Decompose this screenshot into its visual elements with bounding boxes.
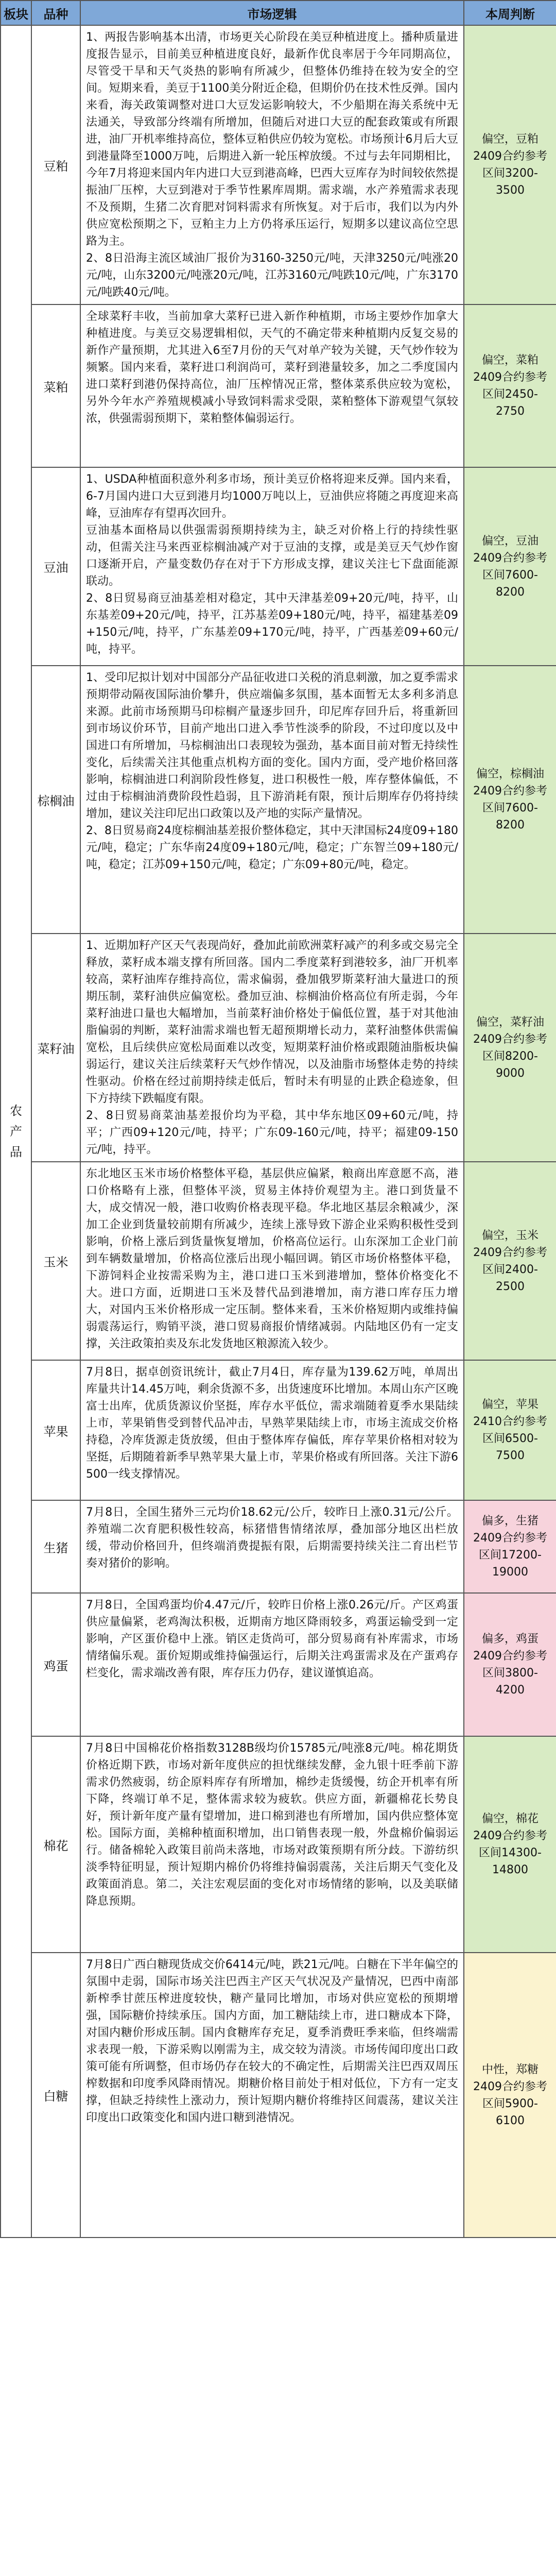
product-cell: 菜籽油 xyxy=(31,934,80,1162)
logic-paragraph: 2、8日贸易商豆油基差相对稳定，其中天津基差09+20元/吨，持平，山东基差09+20元/吨，持平，江苏基差09+180元/吨，持平，福建基差09+150元/吨，持平，广东基差09+170元/吨，持平，广西基差09+60元/吨，持平。 xyxy=(86,592,458,656)
table-row xyxy=(1,1360,556,1500)
logic-paragraph: 2、8日贸易商24度棕榈油基差报价整体稳定，其中天津国标24度09+180元/吨，稳定；广东华南24度09+180元/吨，稳定；广东智兰09+180元/吨，稳定；江苏09+150元/吨，稳定；广东09+80元/吨，稳定。 xyxy=(86,824,458,871)
table-row xyxy=(1,25,556,304)
logic-cell xyxy=(80,467,464,666)
logic-paragraph: 1、受印尼拟计划对中国部分产品征收进口关税的消息刺激，加之夏季需求预期带动隔夜国际油价攀升，供应端偏多氛围，基本面暂无太多利多消息来源。此前市场预期马印棕榈产量逐步回升，印尼库存回升后，将重新回到市场议价环节，目前产地出口进入季节性淡季的阶段，不过印度以及中国进口有所增加，马棕榈油出口表现较为强劲，基本面目前对暂无持续性变化，后续需关注其他重点机构方面的变化。国内方面，受产地价格回落影响，棕榈油进口利润阶段性修复，进口积极性一般，库存整体偏低，不过由于棕榈油消费阶段性趋弱，且下游消耗有限，预计后期库存仍将持续增加，建议关注印尼出口政策以及产地的实际产量情况。 xyxy=(86,671,458,820)
product-cell: 豆粕 xyxy=(31,25,80,304)
logic-cell xyxy=(80,1953,464,2238)
table-row xyxy=(1,1736,556,1953)
logic-paragraph: 7月8日中国棉花价格指数3128B级均价15785元/吨涨8元/吨。棉花期货价格近期下跌，市场对新年度供应的担忧继续发酵，金九银十旺季前下游需求仍然疲弱，纺企原料库存有所增加，棉纱走货缓慢，纺企开机率有所下降，终端订单不足，整体需求较为疲软。供应方面，新疆棉花长势良好，预计新年度产量有望增加，进口棉到港也有所增加，国内供应整体宽松。国际方面，美棉种植面积增加，出口销售表现一般，外盘棉价偏弱运行。储备棉轮入政策目前尚未落地，市场对政策预期有所分歧。下游纺织淡季特征明显，预计短期内棉价仍将维持偏弱震荡，关注后期天气变化及政策面消息。第二，关注宏观层面的变化对市场情绪的影响，以及美联储降息预期。 xyxy=(86,1742,458,1908)
logic-paragraph: 7月8日，全国生猪外三元均价18.62元/公斤，较昨日上涨0.31元/公斤。养殖端二次育肥积极性较高，标猪惜售情绪浓厚，叠加部分地区出栏放缓，带动价格回升，但终端消费提振有限，后期需要持续关注二育出栏节奏对猪价的影响。 xyxy=(86,1506,458,1570)
product-cell: 鸡蛋 xyxy=(31,1593,80,1736)
table-row xyxy=(1,666,556,934)
judge-cell: 偏空，棉花2409合约参考区间14300-14800 xyxy=(464,1736,556,1953)
judge-cell: 偏空，菜粕2409合约参考区间2450-2750 xyxy=(464,304,556,467)
judge-cell: 偏空，菜籽油2409合约参考区间8200-9000 xyxy=(464,934,556,1162)
judge-cell: 偏空，豆油2409合约参考区间7600-8200 xyxy=(464,467,556,666)
logic-paragraph: 豆油基本面格局以供强需弱预期持续为主，缺乏对价格上行的持续性驱动，但需关注马来西亚棕榈油减产对于豆油的支撑，或是美豆天气炒作窗口逐渐开启，产量变数仍存在对于下方形成支撑，建议关注七下盘面能源联动。 xyxy=(86,524,458,588)
logic-cell xyxy=(80,1162,464,1360)
product-cell: 豆油 xyxy=(31,467,80,666)
header-sector: 板块 xyxy=(1,1,31,25)
header-product: 品种 xyxy=(31,1,80,25)
logic-cell xyxy=(80,1500,464,1593)
table-header-row xyxy=(1,1,556,25)
judge-cell: 偏空，棕榈油2409合约参考区间7600-8200 xyxy=(464,666,556,934)
logic-paragraph: 全球菜籽丰收，当前加拿大菜籽已进入新作种植期，市场主要炒作加拿大种植进度。与美豆交易逻辑相似，天气的不确定带来种植期内反复交易的新作产量预期，尤其进入6至7月份的天气对单产较为关键，天气炒作较为频繁。国内来看，菜籽进口利润尚可，菜籽到港量较多，加之二季度国内进口菜籽到港仍保持高位，油厂压榨情况正常，整体菜系供应较为宽松，另外今年水产养殖规模减小导致饲料需求受限，菜粕整体下游观望气氛较浓，供强需弱预期下，菜粕整体偏弱运行。 xyxy=(86,310,458,425)
table-row xyxy=(1,1593,556,1736)
logic-paragraph: 1、两报告影响基本出清，市场更关心阶段在美豆种植进度上。播种质量进度报告显示，目前美豆种植进度良好，最新作优良率居于今年同期高位，尽管受干旱和天气炎热的影响有所减少，但整体仍维持在较为安全的空间。短期来看，美豆于1100美分附近企稳，但期价仍在技术性反弹。国内来看，海关政策调整对进口大豆发运影响较大，不少船期在海关系统中无法通关，导致部分终端有所增加，但随后对进口大豆的配套政策或有所跟进，油厂开机率维持高位，整体豆粕供应仍较为宽松。市场预计6月后大豆到港量降至1000万吨，后期进入新一轮压榨放缓。不过与去年同期相比，今年7月将迎来国内年内进口大豆到港高峰，巴西大豆库存为时间较依然提振油厂压榨，大豆到港对于季节性累库周期。需求端，水产养殖需求表现不及预期，生猪二次育肥对饲料需求有所恢复。对于后市，我们以为内外供应宽松预期之下，豆粕主力上方仍将承压运行，短期多以建议高位空思路为主。 xyxy=(86,31,458,248)
table-row xyxy=(1,1953,556,2238)
product-cell: 白糖 xyxy=(31,1953,80,2238)
table-row xyxy=(1,934,556,1162)
logic-paragraph: 1、近期加籽产区天气表现尚好，叠加此前欧洲菜籽减产的利多或交易完全释放，菜籽成本端支撑有所回落。国内二季度菜籽到港较多，油厂开机率较高，菜籽油库存维持高位，需求偏弱，叠加俄罗斯菜籽油大量进口的预期压制，菜籽油供应偏宽松。叠加豆油、棕榈油价格高位有所走弱，今年菜籽油进口量也大幅增加，当前菜籽油价格处于偏低位置，基于对其他油脂偏弱的判断，菜籽油需求端也暂无超预期增长动力，菜籽油整体供需偏宽松，且后续供应宽松局面难以改变，短期菜籽油价格或跟随油脂板块偏弱运行，建议关注后续菜籽天气炒作情况，以及油脂市场整体走势的持续性驱动。价格在经过前期持续走低后，暂时未有明显的止跌企稳迹象，但下方持续下跌幅度有限。 xyxy=(86,939,458,1105)
logic-paragraph: 2、8日贸易商菜油基差报价均为平稳，其中华东地区09+60元/吨，持平；广西09+120元/吨，持平；广东09-160元/吨，持平；福建09-150元/吨，持平。 xyxy=(86,1109,458,1156)
header-judge: 本周判断 xyxy=(464,1,556,25)
product-cell: 棕榈油 xyxy=(31,666,80,934)
sector-cell xyxy=(1,25,31,2238)
logic-paragraph: 7月8日，全国鸡蛋均价4.47元/斤，较昨日价格上涨0.26元/斤。产区鸡蛋供应量偏紧，老鸡淘汰积极，近期南方地区降雨较多，鸡蛋运输受到一定影响，产区蛋价稳中上涨。销区走货尚可，部分贸易商有补库需求，市场情绪偏乐观。蛋价短期或维持偏强运行，后期关注鸡蛋需求及在产蛋鸡存栏变化，需求端改善有限，库存压力仍存，建议谨慎追高。 xyxy=(86,1599,458,1680)
logic-paragraph: 7月8日广西白糖现货成交价6414元/吨，跌21元/吨。白糖在下半年偏空的氛围中走弱，国际市场关注巴西主产区天气状况及产量情况，巴西中南部新榨季甘蔗压榨进度较快，糖产量同比增加，市场对供应宽松的预期增强，国际糖价持续承压。国内方面，加工糖陆续上市，进口糖成本下降，对国内糖价形成压制。国内食糖库存充足，夏季消费旺季来临，但终端需求表现一般，下游采购以刚需为主，成交较为清淡。市场传闻印度出口政策可能有所调整，但市场仍存在较大的不确定性，后期需关注巴西双周压榨数据和印度季风降雨情况。期糖价格目前处于相对低位，下方有一定支撑，但缺乏持续性上涨动力，预计短期内糖价将维持区间震荡，建议关注印度出口政策变化和国内进口糖到港情况。 xyxy=(86,1958,458,2124)
table-row xyxy=(1,467,556,666)
logic-paragraph: 1、USDA种植面积意外利多市场，预计美豆价格将迎来反弹。国内来看，6-7月国内进口大豆到港月均1000万吨以上，豆油供应将随之再度迎来高峰，豆油库存有望再次回升。 xyxy=(86,473,458,520)
table-row xyxy=(1,1500,556,1593)
logic-cell xyxy=(80,1360,464,1500)
table-row xyxy=(1,1162,556,1360)
logic-cell xyxy=(80,1593,464,1736)
logic-paragraph: 东北地区玉米市场价格整体平稳，基层供应偏紧，粮商出库意愿不高，港口价格略有上涨，但整体平淡，贸易主体持价观望为主。港口到货量不大，成交情况一般，港口收购价格表现平稳。华北地区基层余粮减少，深加工企业到货量较前期有所减少，连续上涨导致下游企业采购积极性受到影响，价格上涨后到货量恢复增加，价格高位运行。山东深加工企业门前到车辆数量增加，价格高位涨后出现小幅回调。销区市场价格整体平稳，下游饲料企业按需采购为主，港口进口玉米到港增加，整体价格变化不大。进口方面，近期进口玉米及替代品到港增加，南方港口库存压力增大，对国内玉米价格形成一定压制。整体来看，玉米价格短期内或维持偏弱震荡运行，购销平淡，港口贸易商报价情绪减弱。内陆地区仍有一定支撑，关注政策拍卖及东北发货地区粮源流入较少。 xyxy=(86,1167,458,1350)
sector-label: 农 产 品 xyxy=(10,1104,22,1159)
logic-cell xyxy=(80,1736,464,1953)
product-cell: 玉米 xyxy=(31,1162,80,1360)
judge-cell: 中性，郑糖2409合约参考区间5900-6100 xyxy=(464,1953,556,2238)
product-cell: 棉花 xyxy=(31,1736,80,1953)
judge-cell: 偏空，豆粕2409合约参考区间3200-3500 xyxy=(464,25,556,304)
logic-paragraph: 7月8日，据卓创资讯统计，截止7月4日，库存量为139.62万吨，单周出库量共计14.45万吨，剩余货源不多，出货速度环比增加。本周山东产区晚富士出库，优质货源议价坚挺，库存水平低位，需求端随着夏季水果陆续上市，苹果销售受到替代品冲击，早熟苹果陆续上市，市场主流成交价格持稳，冷库货源走货放缓，但由于整体库存偏低，库存苹果价格相对较为坚挺，后期随着新季早熟苹果大量上市，苹果价格或有所回落。关注下游6500一线支撑情况。 xyxy=(86,1366,458,1481)
product-cell: 苹果 xyxy=(31,1360,80,1500)
judge-cell: 偏空，苹果2410合约参考区间6500-7500 xyxy=(464,1360,556,1500)
table-row xyxy=(1,304,556,467)
judge-cell: 偏多，鸡蛋2409合约参考区间3800-4200 xyxy=(464,1593,556,1736)
logic-cell xyxy=(80,666,464,934)
header-logic: 市场逻辑 xyxy=(80,1,464,25)
logic-cell xyxy=(80,25,464,304)
logic-cell xyxy=(80,304,464,467)
judge-cell: 偏空，玉米2409合约参考区间2400-2500 xyxy=(464,1162,556,1360)
product-cell: 生猪 xyxy=(31,1500,80,1593)
judge-cell: 偏多，生猪2409合约参考区间17200-19000 xyxy=(464,1500,556,1593)
logic-paragraph: 2、8日沿海主流区域油厂报价为3160-3250元/吨，天津3250元/吨涨20元/吨，山东3200元/吨涨20元/吨，江苏3160元/吨跌10元/吨，广东3170元/吨跌40元/吨。 xyxy=(86,252,459,299)
logic-cell xyxy=(80,934,464,1162)
product-cell: 菜粕 xyxy=(31,304,80,467)
